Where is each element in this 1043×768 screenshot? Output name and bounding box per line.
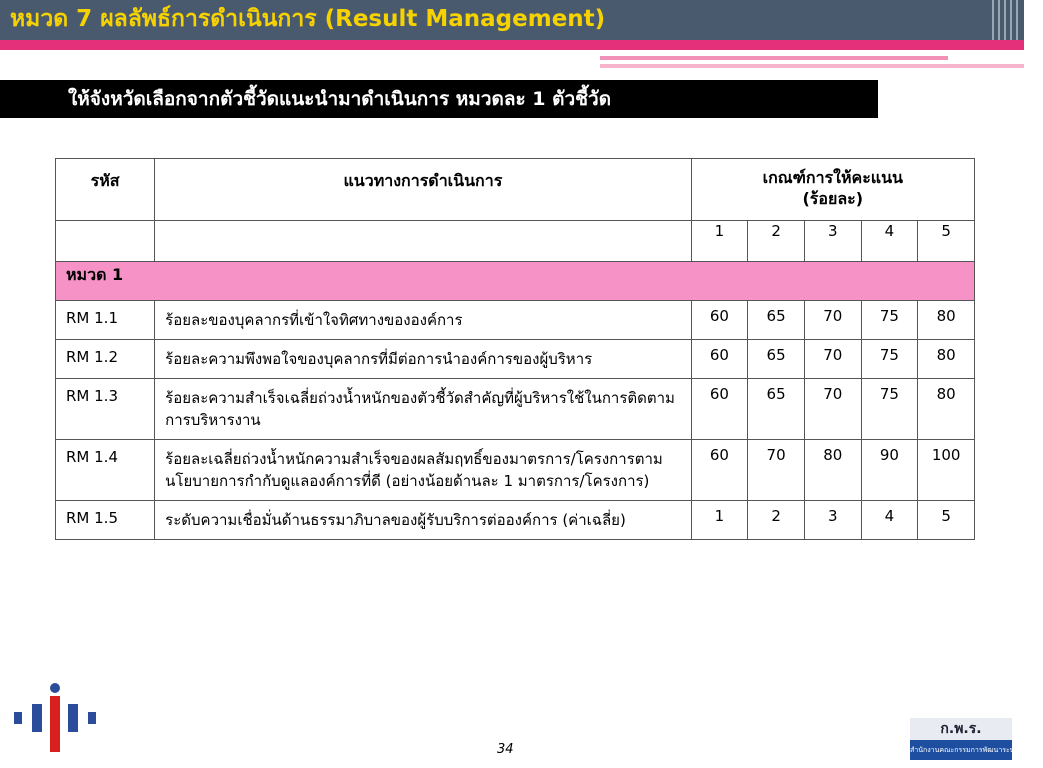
page-number: 34 bbox=[497, 742, 514, 757]
score-level: 2 bbox=[748, 221, 805, 262]
table-row bbox=[56, 340, 975, 379]
score-level: 4 bbox=[861, 221, 918, 262]
score-cell: 60 bbox=[691, 379, 748, 440]
indicator-description: ระดับความเชื่อมั่นด้านธรรมาภิบาลของผู้รับบริการต่อองค์การ (ค่าเฉลี่ย) bbox=[155, 501, 691, 540]
indicator-code: RM 1.5 bbox=[56, 501, 155, 540]
score-cell: 80 bbox=[918, 301, 975, 340]
score-cell: 75 bbox=[861, 340, 918, 379]
table-row bbox=[56, 501, 975, 540]
criteria-column-header bbox=[691, 159, 974, 221]
score-cell: 60 bbox=[691, 440, 748, 501]
score-cell: 75 bbox=[861, 301, 918, 340]
indicator-code: RM 1.4 bbox=[56, 440, 155, 501]
criteria-header-line1: เกณฑ์การให้คะแนน bbox=[762, 168, 903, 187]
opdc-logo bbox=[910, 718, 1043, 760]
score-level-row bbox=[56, 221, 975, 262]
slide-title: หมวด 7 ผลลัพธ์การดำเนินการ (Result Management) bbox=[10, 6, 606, 32]
score-cell: 90 bbox=[861, 440, 918, 501]
opdc-logo-subtitle: สำนักงานคณะกรรมการพัฒนาระบบราชการ bbox=[910, 740, 1012, 760]
pink-band bbox=[0, 40, 1024, 50]
code-column-header: รหัส bbox=[56, 159, 155, 221]
opdc-logo-text: ก.พ.ร. bbox=[910, 718, 1012, 740]
score-cell: 70 bbox=[748, 440, 805, 501]
score-cell: 65 bbox=[748, 340, 805, 379]
score-cell: 70 bbox=[804, 301, 861, 340]
table-row bbox=[56, 440, 975, 501]
instruction-banner: ให้จังหวัดเลือกจากตัวชี้วัดแนะนำมาดำเนินการ หมวดละ 1 ตัวชี้วัด bbox=[0, 80, 878, 118]
empty-cell bbox=[155, 221, 691, 262]
table-header-row bbox=[56, 159, 975, 221]
score-cell: 1 bbox=[691, 501, 748, 540]
indicator-code: RM 1.1 bbox=[56, 301, 155, 340]
score-cell: 3 bbox=[804, 501, 861, 540]
indicator-code: RM 1.3 bbox=[56, 379, 155, 440]
score-cell: 70 bbox=[804, 379, 861, 440]
indicator-table bbox=[55, 158, 975, 540]
table-row bbox=[56, 379, 975, 440]
category-label: หมวด 1 bbox=[56, 262, 975, 301]
score-cell: 65 bbox=[748, 301, 805, 340]
pink-accent-line bbox=[600, 56, 948, 60]
indicator-code: RM 1.2 bbox=[56, 340, 155, 379]
score-cell: 2 bbox=[748, 501, 805, 540]
criteria-header-line2: (ร้อยละ) bbox=[802, 189, 864, 208]
score-cell: 60 bbox=[691, 340, 748, 379]
description-column-header: แนวทางการดำเนินการ bbox=[155, 159, 691, 221]
indicator-description: ร้อยละเฉลี่ยถ่วงน้ำหนักความสำเร็จของผลสัมฤทธิ์ของมาตรการ/โครงการตามนโยบายการกำกับดูแลองค์การที่ดี (อย่างน้อยด้านละ 1 มาตรการ/โครงการ) bbox=[155, 440, 691, 501]
score-level: 3 bbox=[804, 221, 861, 262]
empty-cell bbox=[56, 221, 155, 262]
table-row bbox=[56, 301, 975, 340]
indicator-description: ร้อยละของบุคลากรที่เข้าใจทิศทางขององค์การ bbox=[155, 301, 691, 340]
indicator-description: ร้อยละความสำเร็จเฉลี่ยถ่วงน้ำหนักของตัวชี้วัดสำคัญที่ผู้บริหารใช้ในการติดตามการบริหารงาน bbox=[155, 379, 691, 440]
score-cell: 65 bbox=[748, 379, 805, 440]
score-cell: 80 bbox=[918, 379, 975, 440]
pink-accent-line bbox=[600, 64, 1024, 68]
score-cell: 5 bbox=[918, 501, 975, 540]
score-cell: 100 bbox=[918, 440, 975, 501]
organization-logo-icon bbox=[14, 682, 96, 754]
category-row bbox=[56, 262, 975, 301]
header-decoration bbox=[990, 0, 1024, 40]
score-cell: 4 bbox=[861, 501, 918, 540]
score-cell: 70 bbox=[804, 340, 861, 379]
score-cell: 80 bbox=[918, 340, 975, 379]
indicator-description: ร้อยละความพึงพอใจของบุคลากรที่มีต่อการนำองค์การของผู้บริหาร bbox=[155, 340, 691, 379]
slide-header bbox=[0, 0, 1024, 40]
score-level: 5 bbox=[918, 221, 975, 262]
score-cell: 60 bbox=[691, 301, 748, 340]
score-level: 1 bbox=[691, 221, 748, 262]
score-cell: 80 bbox=[804, 440, 861, 501]
score-cell: 75 bbox=[861, 379, 918, 440]
